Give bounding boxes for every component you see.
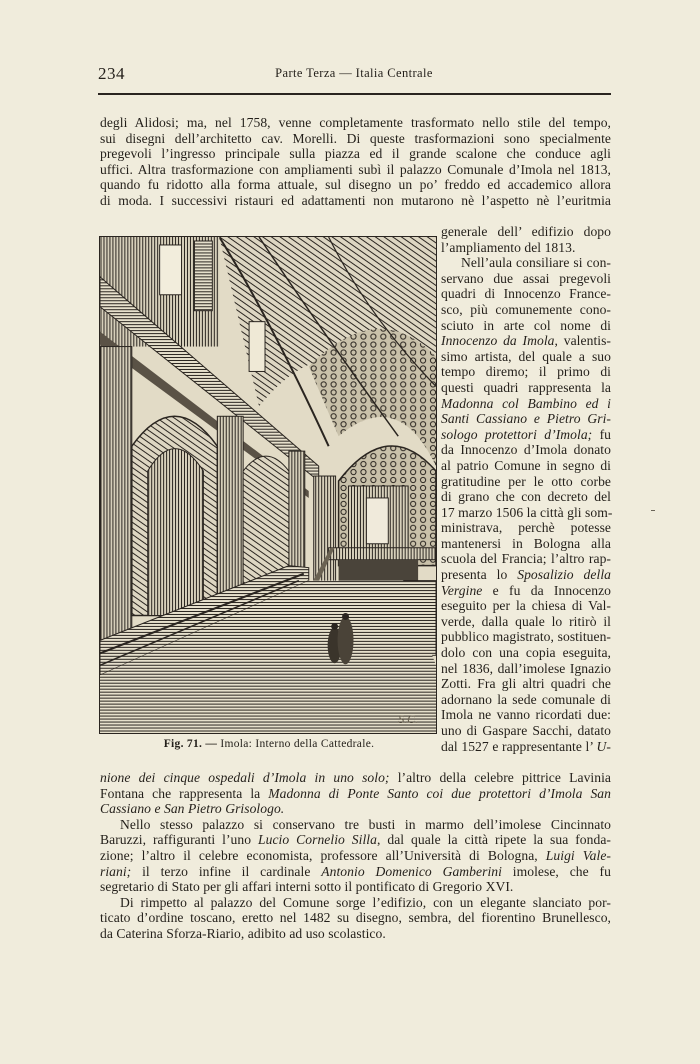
text-line [441, 645, 611, 661]
text-run: Di rimpetto al palazzo del Comune sorge l’edifizio, con un elegante slanciato por- [120, 894, 611, 910]
text-line [441, 551, 611, 567]
text-line [441, 271, 611, 287]
text-line [441, 396, 611, 412]
text-run: eseguito per la chiesa di Val- [441, 598, 611, 614]
text-run: zione; l’altro il celebre economista, professore all’Università di Bologna, [100, 847, 546, 863]
text-run: uno di Gaspare Sacchi, datato [441, 723, 611, 738]
text-run: da Caterina Sforza-Riario, adibito ad uso scolastico. [100, 925, 386, 941]
italic-text: sologo protettori d’Imola; [441, 426, 593, 442]
paragraph-top [100, 115, 611, 209]
text-line [441, 598, 611, 614]
text-line [441, 411, 611, 427]
text-line [441, 458, 611, 474]
text-line [441, 583, 611, 599]
text-line [441, 474, 611, 490]
text-line [100, 832, 611, 848]
text-line [100, 801, 611, 817]
engraver-signature: S.C. [398, 712, 419, 727]
text-run: verde, dalla quale lo ritirò il [441, 613, 611, 629]
text-line [441, 567, 611, 583]
text-line [441, 739, 611, 755]
text-run: sciuto in arte col nome di [441, 317, 611, 333]
text-line [100, 848, 611, 864]
text-run: quadri di Innocenzo France- [441, 286, 611, 302]
text-run: imolese, che fu [501, 863, 611, 879]
italic-text: Luigi Vale- [545, 847, 611, 863]
text-line [441, 707, 611, 723]
page-number: 234 [98, 64, 125, 83]
text-run: adornano la sede comunale di [441, 691, 611, 707]
text-line [441, 442, 611, 458]
italic-text: Santi Cassiano e Pietro Gri- [441, 411, 611, 427]
text-line [441, 333, 611, 349]
text-run: segretario di Stato per gli affari interni sotto il pontificato di Gregorio XVI. [100, 879, 514, 895]
italic-text: Vergine [441, 582, 483, 598]
text-run: tempo diremo; il primo di [441, 364, 611, 380]
text-line [441, 692, 611, 708]
text-run: mantenersi in Bologna alla [441, 535, 611, 551]
header-rule [98, 93, 611, 95]
text-line [441, 676, 611, 692]
text-line [441, 240, 611, 256]
text-line [441, 661, 611, 677]
text-line [100, 786, 611, 802]
italic-text: Sposalizio della [517, 567, 611, 583]
text-line [441, 489, 611, 505]
cathedral-interior-illustration [100, 237, 436, 733]
text-run: al patrio Comune in segno di [441, 457, 611, 473]
text-run: Nell’aula consiliare si con- [461, 255, 611, 271]
text-run: gratitudine per le otto corbe [441, 473, 611, 489]
text-run: nel 1836, dall’imolese Ignazio [441, 660, 611, 676]
italic-text: Cassiano e San Pietro Grisologo. [100, 801, 285, 817]
text-line [441, 255, 611, 271]
figure-caption [99, 738, 439, 750]
text-line [441, 349, 611, 365]
text-line: degli Alidosi; ma, nel 1758, venne completamente trasformato nello stile del tempo, [100, 115, 611, 130]
text-run: ministrava, perchè potesse [441, 520, 611, 536]
text-line [441, 318, 611, 334]
text-run: pubblico magistrato, sostituen- [441, 629, 611, 645]
text-line [100, 817, 611, 833]
italic-text: Antonio Domenico Gamberini [321, 863, 502, 879]
text-line [100, 895, 611, 911]
text-line [441, 427, 611, 443]
text-line: sui disegni dell’architetto cav. Morelli. Di queste trasformazioni sono specialmente [100, 130, 611, 146]
text-line: di moda. I successivi ristauri ed adattamenti non mutarono nè l’aspetto nè l’euritmia [100, 192, 611, 208]
italic-text: Innocenzo da Imola [441, 333, 555, 349]
print-mark [651, 510, 655, 511]
text-run: scuola del Francia; l’altro rap- [441, 551, 611, 567]
text-line: uffici. Altra trasformazione con ampliamenti subì il palazzo Comunale d’Imola nel 1813, [100, 161, 611, 177]
figure-caption-text: Imola: Interno della Cattedrale. [217, 738, 375, 750]
text-line [100, 910, 611, 926]
running-head: Parte Terza — Italia Centrale [275, 66, 433, 80]
text-run: e fu da Innocenzo [482, 582, 611, 598]
text-run: ticato d’ordine toscano, eretto nel 1482 su disegno, sembra, del fiorentino Brunellesco, [100, 910, 611, 926]
text-run: di grano che con decreto del [441, 489, 611, 505]
text-line [441, 286, 611, 302]
text-line [100, 926, 611, 942]
text-run: Imola ne vanno ricordati due: [441, 707, 611, 723]
text-run: presenta lo [441, 567, 518, 583]
text-line [441, 224, 611, 240]
text-run: questi quadri rappresenta la [441, 379, 611, 395]
text-run: Fontana che rappresenta la [100, 785, 269, 801]
italic-text: Lucio Cornelio Silla [258, 832, 377, 848]
italic-text: nione dei cinque ospedali d’Imola in uno solo; [100, 770, 390, 785]
text-line [441, 723, 611, 739]
italic-text: Madonna col Bambino ed i [441, 395, 611, 411]
text-run: dolo con una copia eseguita, [441, 645, 611, 661]
text-run: 17 marzo 1506 la città gli som- [441, 504, 613, 520]
text-run: dal 1527 e rappresentante l’ [441, 738, 597, 754]
text-run: generale dell’ edifizio dopo [441, 224, 611, 239]
text-line [100, 770, 611, 786]
text-run: simo artista, del quale a suo [441, 348, 611, 364]
text-run: il terzo infine il cardinale [131, 863, 322, 879]
text-line [100, 864, 611, 880]
text-run: sco, più comunemente cono- [441, 301, 611, 317]
text-line [441, 364, 611, 380]
text-line [441, 520, 611, 536]
text-run: , valentis- [554, 333, 612, 349]
text-line [100, 879, 611, 895]
text-run: Nello stesso palazzo si conservano tre busti in marmo dell’imolese Cincinnato [120, 816, 611, 832]
text-run: Zotti. Fra gli altri quadri che [441, 676, 611, 692]
paragraph-bottom [100, 770, 611, 942]
figure-cathedral-engraving [99, 236, 437, 734]
text-line [441, 629, 611, 645]
text-line: pregevoli l’ingresso principale sulla piazza ed il grande scalone che conduce agli [100, 146, 611, 162]
text-line [441, 614, 611, 630]
page-header [98, 64, 610, 90]
text-line [441, 302, 611, 318]
figure-label: Fig. 71. — [163, 738, 218, 750]
text-line [441, 536, 611, 552]
text-run: da Innocenzo d’Imola donato [441, 442, 611, 458]
text-run: fu [592, 426, 612, 442]
text-line [441, 380, 611, 396]
text-run: , dal quale la città ripete la sua fonda- [376, 832, 611, 848]
paragraph-side-column [441, 224, 611, 754]
italic-text: U- [596, 738, 611, 754]
text-run: servano due assai pregevoli [441, 270, 611, 286]
text-line [441, 505, 611, 521]
italic-text: Madonna di Ponte Santo coi due protettori d’Imola San [268, 785, 611, 801]
text-run: l’ampliamento del 1813. [441, 239, 576, 255]
text-run: l’altro della celebre pittrice Lavinia [389, 770, 611, 785]
italic-text: riani; [100, 863, 132, 879]
text-run: Baruzzi, raffiguranti l’uno [100, 832, 259, 848]
text-line: quando fu ridotto alla forma attuale, sul disegno un po’ freddo ed accademico allora [100, 177, 611, 193]
